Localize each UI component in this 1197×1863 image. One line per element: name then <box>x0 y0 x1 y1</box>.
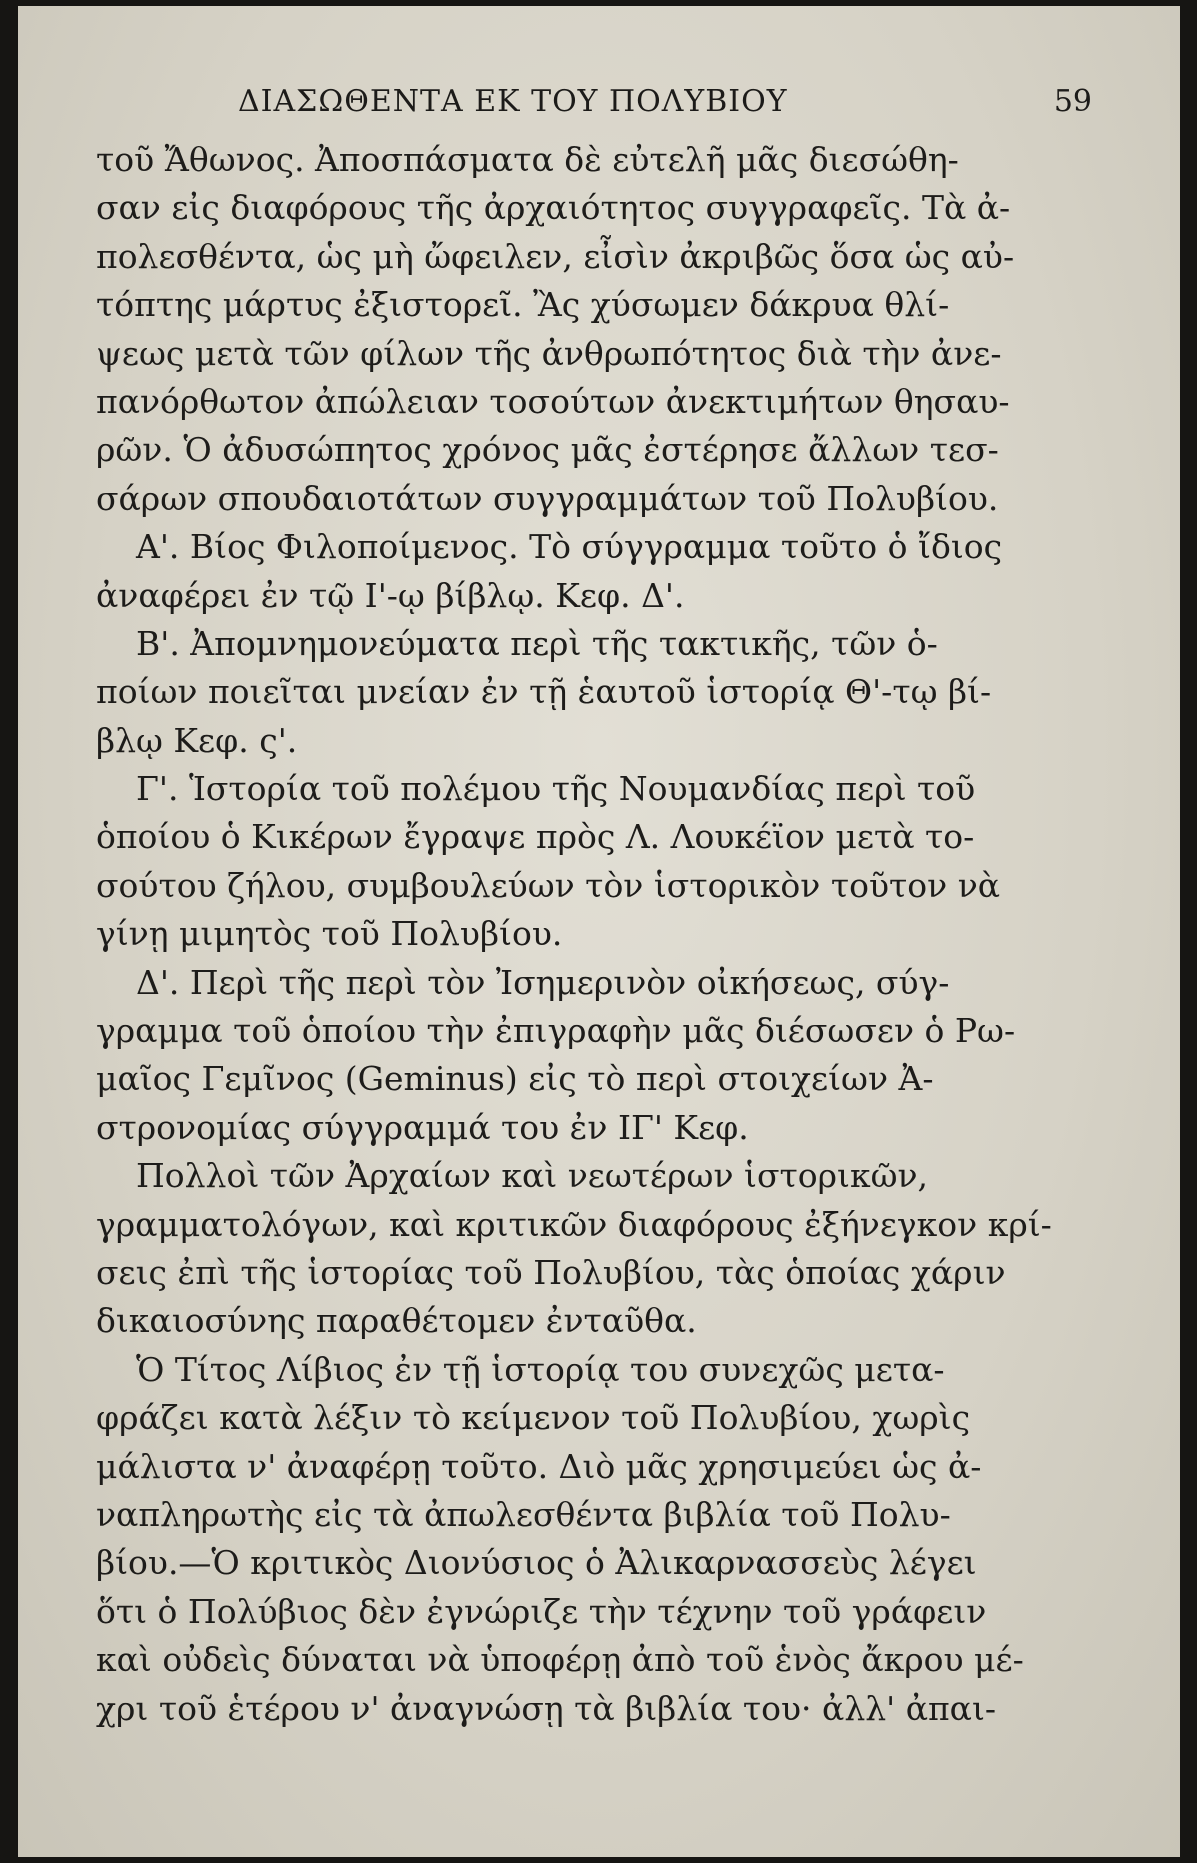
text-line: μάλιστα ν' ἀναφέρῃ τοῦτο. Διὸ μᾶς χρησιμεύει ὡς ἀ- <box>96 1446 982 1486</box>
book-page <box>18 6 1180 1857</box>
text-line: στρονομίας σύγγραμμά του ἐν ΙΓ' Κεφ. <box>96 1107 749 1147</box>
text-line: γίνῃ μιμητὸς τοῦ Πολυβίου. <box>96 914 563 954</box>
text-line: τοῦ Ἄθωνος. Ἀποσπάσματα δὲ εὐτελῆ μᾶς διεσώθη- <box>96 140 959 179</box>
text-line: σαν εἰς διαφόρους τῆς ἀρχαιότητος συγγραφεῖς. Τὰ ἀ- <box>96 188 1011 228</box>
text-line: γραμματολόγων, καὶ κριτικῶν διαφόρους ἐξήνεγκον κρί- <box>96 1204 1052 1244</box>
running-title: ΔΙΑΣΩΘΕΝΤΑ ΕΚ ΤΟΥ ΠΟΛΥΒΙΟΥ <box>238 84 788 119</box>
text-line: Α'. Βίος Φιλοποίμενος. Τὸ σύγγραμμα τοῦτο ὁ ἴδιος <box>136 527 1003 567</box>
text-line: ψεως μετὰ τῶν φίλων τῆς ἀνθρωπότητος διὰ τὴν ἀνε- <box>96 333 1002 373</box>
text-line: σάρων σπουδαιοτάτων συγγραμμάτων τοῦ Πολυβίου. <box>96 478 999 518</box>
text-line: ἀναφέρει ἐν τῷ Ι'-ῳ βίβλῳ. Κεφ. Δ'. <box>96 575 685 615</box>
text-line: ναπληρωτὴς εἰς τὰ ἀπωλεσθέντα βιβλία τοῦ Πολυ- <box>96 1494 951 1534</box>
text-line: Πολλοὶ τῶν Ἀρχαίων καὶ νεωτέρων ἱστορικῶν, <box>136 1156 929 1196</box>
text-line: ὅτι ὁ Πολύβιος δὲν ἐγνώριζε τὴν τέχνην τοῦ γράφειν <box>96 1591 987 1631</box>
text-line: βίου.—Ὁ κριτικὸς Διονύσιος ὁ Ἀλικαρνασσεὺς λέγει <box>96 1543 977 1583</box>
text-line: σεις ἐπὶ τῆς ἱστορίας τοῦ Πολυβίου, τὰς ὁποίας χάριν <box>96 1252 1006 1292</box>
page-number: 59 <box>1053 84 1092 119</box>
text-line: πολεσθέντα, ὡς μὴ ὤφειλεν, εἶσὶν ἀκριβῶς ὅσα ὡς αὐ- <box>96 236 1015 276</box>
text-line: δικαιοσύνης παραθέτομεν ἐνταῦθα. <box>96 1301 697 1341</box>
text-line: φράζει κατὰ λέξιν τὸ κείμενον τοῦ Πολυβίου, χωρὶς <box>96 1398 971 1438</box>
text-line: τόπτης μάρτυς ἐξιστορεῖ. Ἂς χύσωμεν δάκρυα θλί- <box>96 285 950 325</box>
text-line: Γ'. Ἱστορία τοῦ πολέμου τῆς Νουμανδίας περὶ τοῦ <box>136 769 976 809</box>
text-line: Β'. Ἀπομνημονεύματα περὶ τῆς τακτικῆς, τῶν ὁ- <box>136 623 938 663</box>
text-line: πανόρθωτον ἀπώλειαν τοσούτων ἀνεκτιμήτων θησαυ- <box>96 381 1010 421</box>
text-line: ὁποίου ὁ Κικέρων ἔγραψε πρὸς Λ. Λουκέϊον μετὰ το- <box>96 817 975 857</box>
text-line: ποίων ποιεῖται μνείαν ἐν τῇ ἑαυτοῦ ἱστορίᾳ Θ'-τῳ βί- <box>96 672 992 712</box>
text-line: χρι τοῦ ἑτέρου ν' ἀναγνώσῃ τὰ βιβλία του· ἀλλ' ἀπαι- <box>96 1688 997 1728</box>
text-line: μαῖος Γεμῖνος (Geminus) εἰς τὸ περὶ στοιχείων Ἀ- <box>96 1059 934 1099</box>
page-header <box>18 84 1180 128</box>
text-line: καὶ οὐδεὶς δύναται νὰ ὑποφέρῃ ἀπὸ τοῦ ἑνὸς ἄκρου μέ- <box>96 1640 1024 1680</box>
body-text <box>96 136 1096 1733</box>
text-line: βλῳ Κεφ. ς'. <box>96 720 298 760</box>
text-line: ρῶν. Ὁ ἀδυσώπητος χρόνος μᾶς ἐστέρησε ἄλλων τεσ- <box>96 430 999 470</box>
text-line: γραμμα τοῦ ὁποίου τὴν ἐπιγραφὴν μᾶς διέσωσεν ὁ Ρω- <box>96 1011 1016 1051</box>
text-line: Ὁ Τίτος Λίβιος ἐν τῇ ἱστορίᾳ του συνεχῶς μετα- <box>136 1349 945 1389</box>
text-line: Δ'. Περὶ τῆς περὶ τὸν Ἰσημερινὸν οἰκήσεως, σύγ- <box>136 962 950 1002</box>
text-line: σούτου ζήλου, συμβουλεύων τὸν ἱστορικὸν τοῦτον νὰ <box>96 865 1001 905</box>
